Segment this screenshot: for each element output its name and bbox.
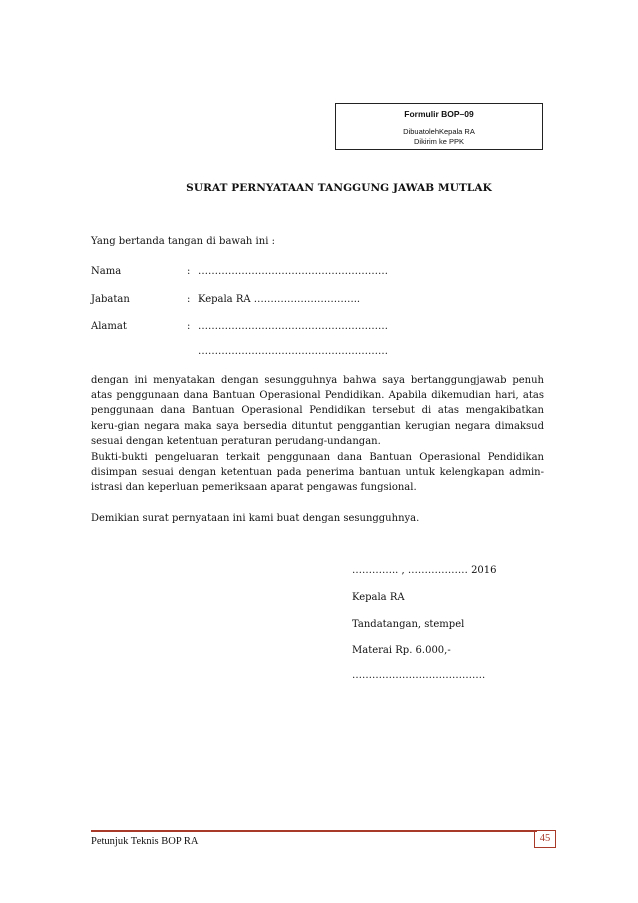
document-title: SURAT PERNYATAAN TANGGUNG JAWAB MUTLAK <box>186 182 492 194</box>
page-number: 45 <box>534 830 556 848</box>
field-value-alamat: ………………………………………………… <box>198 321 388 332</box>
form-code: Formulir BOP–09 <box>404 109 474 119</box>
signature-position: Kepala RA <box>352 592 405 603</box>
paragraph-closing: Demikian surat pernyataan ini kami buat dengan sesungguhnya. <box>91 513 420 524</box>
field-value-alamat-continued: ………………………………………………… <box>198 346 388 357</box>
signature-note: Tandatangan, stempel <box>352 619 465 630</box>
footer-rule <box>91 830 537 832</box>
signature-name-line: …………………………………. <box>352 670 486 681</box>
paragraph-evidence: Bukti-bukti pengeluaran terkait penggunaan dana Bantuan Operasional Pendidikan disimpan sesuai dengan ketentuan pada penerima bantuan untuk kelengkapan admin-istrasi dan keperluan pemeriksaan aparat pengawas fungsional. <box>91 452 544 494</box>
field-colon: : <box>187 321 191 332</box>
paragraph-statement: dengan ini menyatakan dengan sesungguhnya bahwa saya bertanggungjawab penuh atas penggunaan dana Bantuan Operasional Pendidikan. Apabila dikemudian hari, atas penggunaan dana Bantuan Operasional Pendidikan tersebut di atas mengakibatkan keru-gian negara maka saya bersedia dituntut penggantian kerugian negara dimaksud sesuai dengan ketentuan peraturan perudang-undangan. <box>91 375 544 447</box>
field-label-jabatan: Jabatan <box>91 294 130 305</box>
field-colon: : <box>187 294 191 305</box>
field-value-nama: ………………………………………………… <box>198 266 388 277</box>
form-sent-to: Dikirim ke PPK <box>413 137 464 146</box>
field-label-alamat: Alamat <box>91 321 127 332</box>
footer-title: Petunjuk Teknis BOP RA <box>91 836 199 847</box>
intro-line: Yang bertanda tangan di bawah ini : <box>91 236 275 247</box>
signature-place-date: ………….. , ……………… 2016 <box>352 565 497 576</box>
field-label-nama: Nama <box>91 266 122 277</box>
field-value-jabatan: Kepala RA ………………………….. <box>198 294 361 305</box>
field-colon: : <box>187 266 191 277</box>
form-code-box <box>335 103 543 150</box>
form-made-by: DibuatolehKepala RA <box>403 127 475 136</box>
signature-stamp-note: Materai Rp. 6.000,- <box>352 645 451 656</box>
